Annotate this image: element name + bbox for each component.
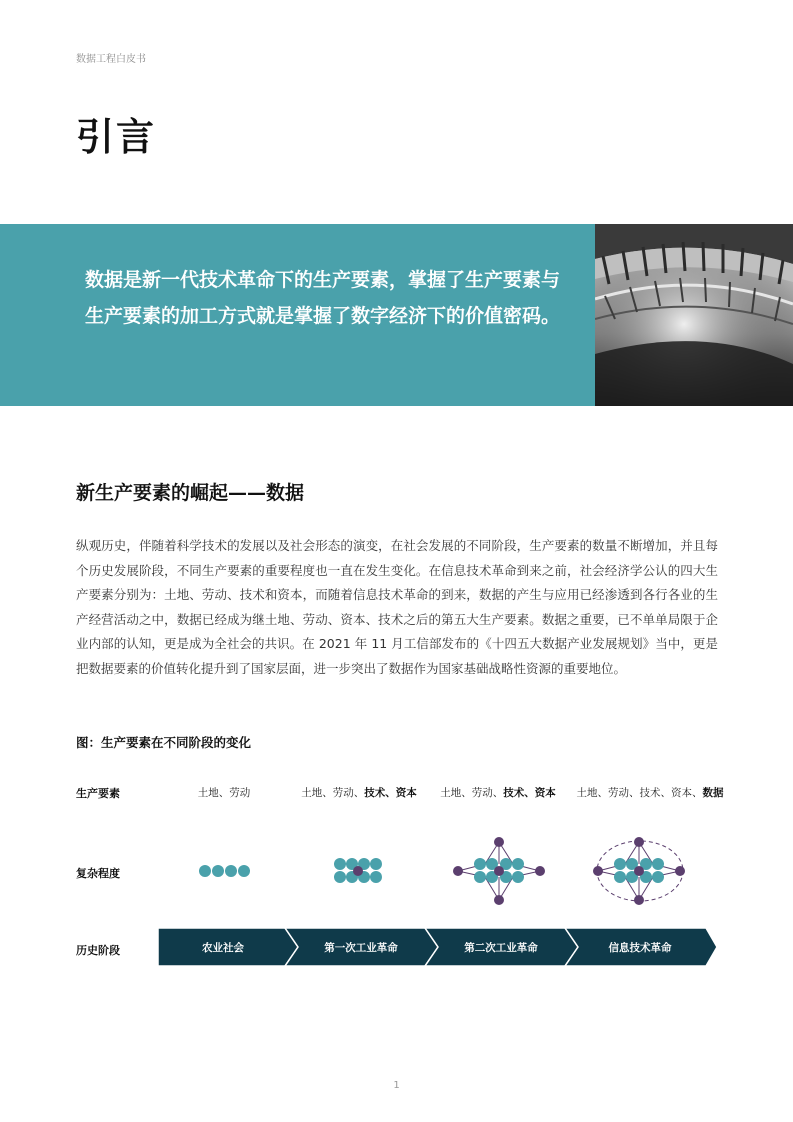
- chapter-title: 引言: [76, 114, 157, 159]
- page-number: 1: [393, 1080, 400, 1091]
- stage-4-label: 信息技术革命: [608, 942, 672, 954]
- stage-1-network: [199, 865, 250, 877]
- stage-2-network: [334, 858, 382, 883]
- figure-caption: 图：生产要素在不同阶段的变化: [76, 735, 252, 750]
- section-title: 新生产要素的崛起——数据: [76, 482, 305, 504]
- stage-3-label: 第二次工业革命: [464, 942, 538, 954]
- complexity-diagrams: [0, 820, 793, 920]
- body-paragraph: 纵观历史，伴随着科学技术的发展以及社会形态的演变，在社会发展的不同阶段，生产要素的数量不断增加，并且每个历史发展阶段，不同生产要素的重要程度也一直在发生变化。在信息技术革命到来之前，社会经济学公认的四大生产要素分别为：土地、劳动、技术和资本，而随着信息技术革命的到来，数据的产生与应用已经渗透到各行各业的生产经营活动之中，数据已经成为继土地、劳动、资本、技术之后的第五大生产要素。数据之重要，已不单单局限于企业内部的认知，更是成为全社会的共识。在 2021 年 11 月工信部发布的《十四五大数据产业发展规划》当中，更是把数据要素的价值转化提升到了国家层面，进一步突出了数据作为国家基础战略性资源的重要地位。: [76, 538, 718, 676]
- stage-2-label: 第一次工业革命: [324, 942, 398, 954]
- stage-2-factors: 土地、劳动、技术、资本: [301, 787, 417, 799]
- architecture-photo: [595, 224, 793, 406]
- stage-timeline: [158, 928, 718, 966]
- banner-quote: 数据是新一代技术革命下的生产要素，掌握了生产要素与生产要素的加工方式就是掌握了数字经济下的价值密码。: [85, 269, 561, 327]
- stage-4-network: [593, 837, 685, 905]
- row-label-stage: 历史阶段: [76, 944, 120, 957]
- quote-banner: [0, 224, 595, 406]
- stage-4-factors: 土地、劳动、技术、资本、数据: [576, 787, 724, 799]
- stage-3-factors: 土地、劳动、技术、资本: [440, 787, 556, 799]
- running-header: 数据工程白皮书: [76, 54, 146, 65]
- stage-1-factors: 土地、劳动: [197, 787, 251, 799]
- row-label-complexity: 复杂程度: [76, 867, 120, 880]
- row-label-factors: 生产要素: [76, 787, 120, 800]
- stage-1-label: 农业社会: [202, 942, 244, 954]
- stage-3-network: [453, 837, 545, 905]
